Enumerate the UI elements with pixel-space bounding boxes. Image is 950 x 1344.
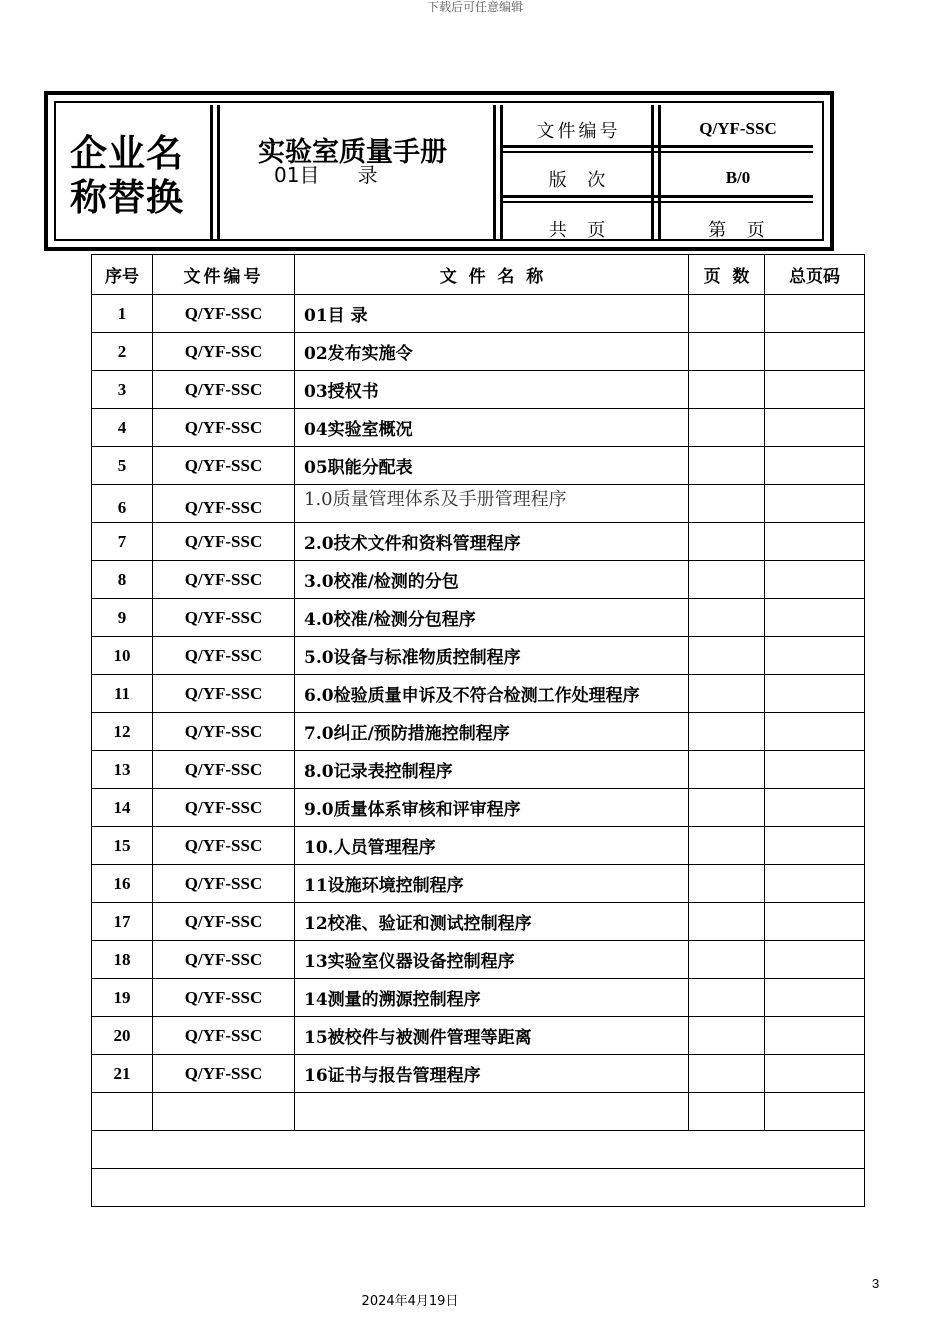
row-total-pages — [765, 751, 865, 789]
table-row — [92, 295, 865, 333]
page-number: 3 — [872, 1276, 880, 1291]
row-doc-name: 15被校件与被测件管理等距离 — [295, 1017, 689, 1055]
empty-cell — [689, 1093, 765, 1131]
row-total-pages — [765, 675, 865, 713]
row-doc-name: 01目 录 — [295, 295, 689, 333]
row-doc-number: Q/YF-SSC — [153, 941, 295, 979]
table-row — [92, 447, 865, 485]
row-doc-name: 4.0校准/检测分包程序 — [295, 599, 689, 637]
row-pages — [689, 827, 765, 865]
table-row — [92, 713, 865, 751]
empty-row — [92, 1169, 865, 1207]
doc-number-value: Q/YF-SSC — [699, 119, 777, 138]
row-serial: 16 — [92, 865, 153, 903]
row-doc-number: Q/YF-SSC — [153, 561, 295, 599]
row-pages — [689, 941, 765, 979]
row-doc-name: 9.0质量体系审核和评审程序 — [295, 789, 689, 827]
row-doc-name: 12校准、验证和测试控制程序 — [295, 903, 689, 941]
row-serial: 9 — [92, 599, 153, 637]
manual-title: 实验室质量手册 — [258, 137, 447, 168]
header-doc-number: 文件编号 — [153, 255, 295, 295]
row-serial: 18 — [92, 941, 153, 979]
row-serial: 13 — [92, 751, 153, 789]
row-serial: 6 — [92, 485, 153, 523]
row-doc-name: 3.0校准/检测的分包 — [295, 561, 689, 599]
table-row — [92, 485, 865, 523]
row-serial: 19 — [92, 979, 153, 1017]
table-row — [92, 409, 865, 447]
row-doc-name: 05职能分配表 — [295, 447, 689, 485]
row-total-pages — [765, 865, 865, 903]
empty-merged-cell — [92, 1131, 865, 1169]
row-doc-number: Q/YF-SSC — [153, 675, 295, 713]
row-doc-number: Q/YF-SSC — [153, 903, 295, 941]
row-pages — [689, 903, 765, 941]
row-doc-number: Q/YF-SSC — [153, 371, 295, 409]
contents-table — [91, 254, 865, 1207]
table-row — [92, 371, 865, 409]
row-pages — [689, 485, 765, 523]
row-pages — [689, 751, 765, 789]
table-header-row — [92, 255, 865, 295]
row-doc-name: 10.人员管理程序 — [295, 827, 689, 865]
empty-cell — [92, 1093, 153, 1131]
row-total-pages — [765, 903, 865, 941]
row-pages — [689, 295, 765, 333]
row-total-pages — [765, 637, 865, 675]
row-pages — [689, 561, 765, 599]
row-total-pages — [765, 409, 865, 447]
table-row — [92, 903, 865, 941]
row-total-pages — [765, 979, 865, 1017]
table-row — [92, 1055, 865, 1093]
row-doc-number: Q/YF-SSC — [153, 523, 295, 561]
row-pages — [689, 865, 765, 903]
row-pages — [689, 599, 765, 637]
empty-cell — [153, 1093, 295, 1131]
row-doc-number: Q/YF-SSC — [153, 827, 295, 865]
row-serial: 11 — [92, 675, 153, 713]
row-pages — [689, 371, 765, 409]
row-doc-name: 02发布实施令 — [295, 333, 689, 371]
company-name: 企业名称替换 — [70, 131, 184, 219]
row-doc-number: Q/YF-SSC — [153, 789, 295, 827]
row-serial: 21 — [92, 1055, 153, 1093]
manual-subtitle: 01目 录 — [274, 163, 378, 187]
row-serial: 2 — [92, 333, 153, 371]
row-doc-number: Q/YF-SSC — [153, 979, 295, 1017]
row-doc-number: Q/YF-SSC — [153, 409, 295, 447]
header-divider-2 — [493, 105, 503, 241]
doc-number-label: 文件编号 — [536, 121, 621, 142]
row-doc-name: 7.0纠正/预防措施控制程序 — [295, 713, 689, 751]
row-pages — [689, 789, 765, 827]
row-doc-number: Q/YF-SSC — [153, 1055, 295, 1093]
table-row — [92, 979, 865, 1017]
row-serial: 17 — [92, 903, 153, 941]
row-serial: 12 — [92, 713, 153, 751]
row-serial: 4 — [92, 409, 153, 447]
table-row — [92, 675, 865, 713]
table-row — [92, 941, 865, 979]
row-total-pages — [765, 1055, 865, 1093]
row-pages — [689, 713, 765, 751]
table-row — [92, 523, 865, 561]
row-doc-number: Q/YF-SSC — [153, 865, 295, 903]
row-doc-name: 1.0质量管理体系及手册管理程序 — [295, 485, 689, 523]
row-doc-number: Q/YF-SSC — [153, 485, 295, 523]
row-pages — [689, 409, 765, 447]
table-row — [92, 865, 865, 903]
row-serial: 7 — [92, 523, 153, 561]
table-row — [92, 333, 865, 371]
row-doc-name: 8.0记录表控制程序 — [295, 751, 689, 789]
row-pages — [689, 1017, 765, 1055]
row-doc-name: 5.0设备与标准物质控制程序 — [295, 637, 689, 675]
table-row — [92, 599, 865, 637]
row-serial: 3 — [92, 371, 153, 409]
table-row — [92, 789, 865, 827]
row-total-pages — [765, 789, 865, 827]
row-pages — [689, 333, 765, 371]
header-divider-3 — [651, 105, 661, 241]
row-doc-name: 16证书与报告管理程序 — [295, 1055, 689, 1093]
header-doc-name: 文 件 名 称 — [295, 255, 689, 295]
row-total-pages — [765, 295, 865, 333]
total-pages-label: 共 页 — [548, 220, 609, 241]
row-doc-name: 2.0技术文件和资料管理程序 — [295, 523, 689, 561]
table-row — [92, 751, 865, 789]
row-doc-number: Q/YF-SSC — [153, 751, 295, 789]
header-row-divider-1 — [503, 145, 813, 153]
row-doc-name: 14测量的溯源控制程序 — [295, 979, 689, 1017]
empty-merged-cell — [92, 1169, 865, 1207]
row-serial: 5 — [92, 447, 153, 485]
row-serial: 1 — [92, 295, 153, 333]
empty-cell — [295, 1093, 689, 1131]
row-pages — [689, 447, 765, 485]
row-pages — [689, 979, 765, 1017]
header-divider-1 — [210, 105, 220, 241]
row-total-pages — [765, 523, 865, 561]
row-pages — [689, 1055, 765, 1093]
row-doc-number: Q/YF-SSC — [153, 295, 295, 333]
header-serial: 序号 — [92, 255, 153, 295]
row-doc-name: 03授权书 — [295, 371, 689, 409]
row-total-pages — [765, 333, 865, 371]
row-pages — [689, 675, 765, 713]
row-total-pages — [765, 599, 865, 637]
document-header — [44, 91, 834, 251]
header-pages: 页 数 — [689, 255, 765, 295]
row-doc-name: 13实验室仪器设备控制程序 — [295, 941, 689, 979]
download-note: 下载后可任意编辑 — [426, 0, 523, 14]
row-total-pages — [765, 371, 865, 409]
table-row — [92, 637, 865, 675]
table-row — [92, 1017, 865, 1055]
row-doc-number: Q/YF-SSC — [153, 1017, 295, 1055]
footer-date: 2024年4月19日 — [361, 1294, 459, 1309]
edition-label: 版 次 — [548, 170, 609, 191]
edition-value: B/0 — [725, 168, 751, 187]
row-total-pages — [765, 1017, 865, 1055]
row-total-pages — [765, 485, 865, 523]
row-serial: 20 — [92, 1017, 153, 1055]
row-pages — [689, 523, 765, 561]
row-total-pages — [765, 827, 865, 865]
row-doc-number: Q/YF-SSC — [153, 713, 295, 751]
row-doc-number: Q/YF-SSC — [153, 599, 295, 637]
row-serial: 15 — [92, 827, 153, 865]
row-doc-number: Q/YF-SSC — [153, 333, 295, 371]
row-serial: 8 — [92, 561, 153, 599]
row-doc-name: 04实验室概况 — [295, 409, 689, 447]
table-row — [92, 827, 865, 865]
page-label: 第 页 — [708, 220, 768, 241]
empty-row — [92, 1093, 865, 1131]
row-total-pages — [765, 941, 865, 979]
row-serial: 14 — [92, 789, 153, 827]
row-doc-name: 6.0检验质量申诉及不符合检测工作处理程序 — [295, 675, 689, 713]
row-doc-number: Q/YF-SSC — [153, 447, 295, 485]
empty-row — [92, 1131, 865, 1169]
row-total-pages — [765, 447, 865, 485]
row-serial: 10 — [92, 637, 153, 675]
row-pages — [689, 637, 765, 675]
empty-cell — [765, 1093, 865, 1131]
row-total-pages — [765, 561, 865, 599]
row-doc-name: 11设施环境控制程序 — [295, 865, 689, 903]
row-doc-number: Q/YF-SSC — [153, 637, 295, 675]
header-total-pages: 总页码 — [765, 255, 865, 295]
header-row-divider-2 — [503, 195, 813, 203]
row-total-pages — [765, 713, 865, 751]
table-row — [92, 561, 865, 599]
